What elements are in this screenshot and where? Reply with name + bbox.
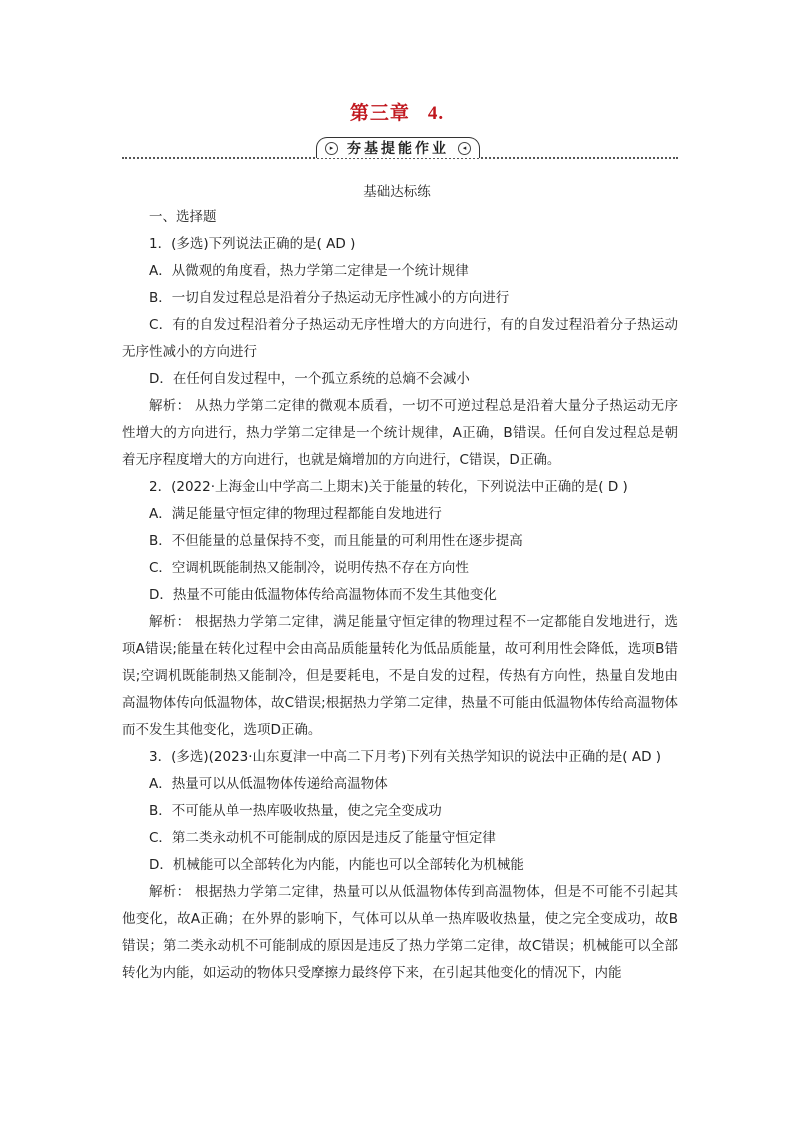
question-3-option-d: D．机械能可以全部转化为内能，内能也可以全部转化为机械能 (149, 857, 524, 873)
question-3-option-c: C．第二类永动机不可能制成的原因是违反了能量守恒定律 (149, 830, 496, 846)
question-body (122, 204, 678, 987)
part-title: 一、选择题 (149, 209, 217, 225)
question-2-stem: 2．(2022·上海金山中学高二上期末)关于能量的转化，下列说法中正确的是( D ) (149, 479, 628, 495)
question-1-option-c: C．有的自发过程沿着分子热运动无序性增大的方向进行，有的自发过程沿着分子热运动无序性减小的方向进行 (122, 317, 678, 360)
question-1-option-a: A．从微观的角度看，热力学第二定律是一个统计规律 (149, 263, 469, 279)
question-1-analysis: 解析： 从热力学第二定律的微观本质看，一切不可逆过程总是沿着大量分子热运动无序性增大的方向进行，热力学第二定律是一个统计规律，A正确，B错误。任何自发过程总是朝着无序程度增大的方向进行，也就是熵增加的方向进行，C错误，D正确。 (122, 398, 678, 468)
play-left-icon: ◂ (458, 142, 471, 155)
question-1-stem: 1．(多选)下列说法正确的是( AD ) (149, 236, 356, 252)
question-3-option-b: B．不可能从单一热库吸收热量，使之完全变成功 (149, 803, 442, 819)
question-2-option-b: B．不但能量的总量保持不变，而且能量的可利用性在逐步提高 (149, 533, 523, 549)
question-2-option-d: D．热量不可能由低温物体传给高温物体而不发生其他变化 (149, 587, 497, 603)
question-3-stem: 3．(多选)(2023·山东夏津一中高二下月考)下列有关热学知识的说法中正确的是( AD ) (149, 749, 662, 765)
question-3-option-a: A．热量可以从低温物体传递给高温物体 (149, 776, 388, 792)
question-2-analysis: 解析： 根据热力学第二定律，满足能量守恒定律的物理过程不一定都能自发地进行，选项A错误;能量在转化过程中会由高品质能量转化为低品质能量，故可利用性会降低，选项B错误;空调机既能制热又能制冷，但是要耗电，不是自发的过程，传热有方向性，热量自发地由高温物体传向低温物体，故C错误;根据热力学第二定律，热量不可能由低温物体传给高温物体而不发生其他变化，选项D正确。 (122, 614, 678, 738)
section-title: 基础达标练 (363, 184, 431, 200)
homework-banner (316, 137, 480, 158)
chapter-title (0, 98, 794, 125)
question-2-option-c: C．空调机既能制热又能制冷，说明传热不存在方向性 (149, 560, 469, 576)
question-2-option-a: A．满足能量守恒定律的物理过程都能自发地进行 (149, 506, 442, 522)
banner-label: 夯基提能作业 (347, 141, 449, 157)
play-right-icon: ▸ (325, 142, 338, 155)
question-3-analysis: 解析： 根据热力学第二定律，热量可以从低温物体传到高温物体，但是不可能不引起其他变化，故A正确；在外界的影响下，气体可以从单一热库吸收热量，使之完全变成功，故B错误；第二类永动机不可能制成的原因是违反了热力学第二定律，故C错误；机械能可以全部转化为内能，如运动的物体只受摩擦力最终停下来，在引起其他变化的情况下，内能 (122, 884, 678, 981)
chapter-label: 第三章 (349, 102, 410, 124)
question-1-option-b: B．一切自发过程总是沿着分子热运动无序性减小的方向进行 (149, 290, 510, 306)
section-number: 4. (427, 103, 445, 124)
question-1-option-d: D．在任何自发过程中，一个孤立系统的总熵不会减小 (149, 371, 470, 387)
